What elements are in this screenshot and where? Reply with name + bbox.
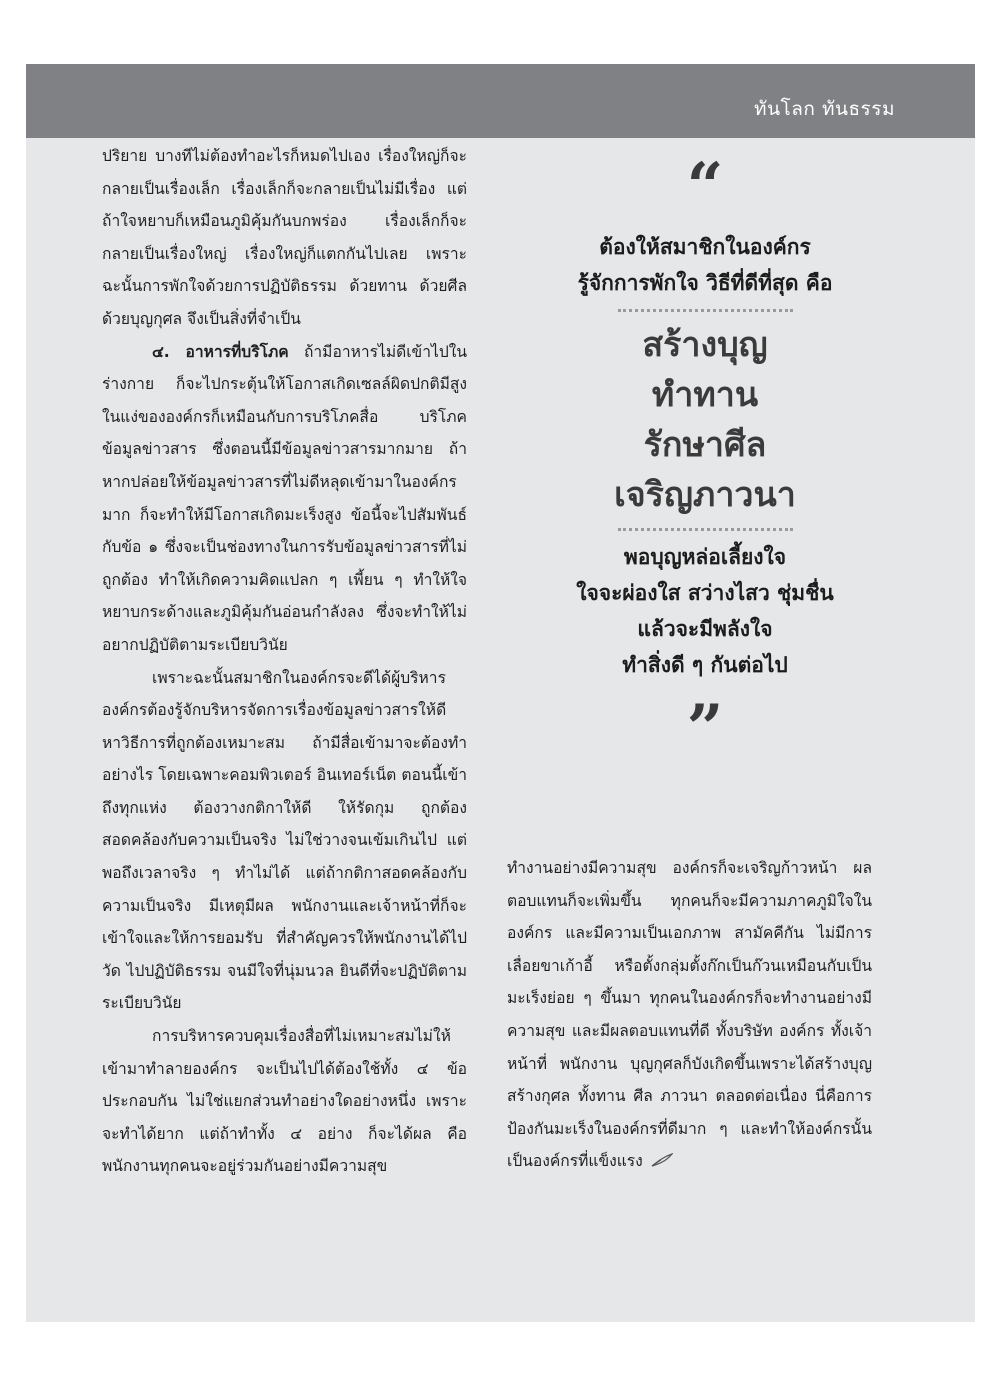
paragraph: การบริหารควบคุมเรื่องสื่อที่ไม่เหมาะสมไม่ให้เข้ามาทำลายองค์กร จะเป็นไปได้ต้องใช้ทั้ง ๔ ข้อประกอบกัน ไม่ใช่แยกส่วนทำอย่างใดอย่างหนึ่ง เพราะจะทำได้ยาก แต่ถ้าทำทั้ง ๔ อย่าง ก็จะได้ผล คือ พนักงานทุกคนจะอยู่ร่วมกันอย่างมีความสุข [102, 1027, 467, 1176]
paragraph: ปริยาย บางทีไม่ต้องทำอะไรก็หมดไปเอง เรื่องใหญ่ก็จะกลายเป็นเรื่องเล็ก เรื่องเล็กก็จะกลายเป็นไม่มีเรื่อง แต่ถ้าใจหยาบก็เหมือนภูมิคุ้มกันบกพร่อง เรื่องเล็กก็จะกลายเป็นเรื่องใหญ่ เรื่องใหญ่ก็แตกกันไปเลย เพราะฉะนั้นการพักใจด้วยการปฏิบัติธรรม ด้วยทาน ด้วยศีล ด้วยบุญกุศล จึงเป็นสิ่งที่จำเป็น [102, 147, 467, 328]
quote-big-line: สร้างบุญ [642, 325, 768, 365]
item-heading: ๔. อาหารที่บริโภค [152, 342, 289, 361]
paragraph [102, 336, 467, 662]
quote-intro-line: รู้จักการพักใจ วิธีที่ดีที่สุด คือ [577, 271, 833, 295]
dotted-divider [618, 528, 793, 531]
paragraph-text: ทำงานอย่างมีความสุข องค์กรก็จะเจริญก้าวหน้า ผลตอบแทนก็จะเพิ่มขึ้น ทุกคนก็จะมีความภาคภูมิใจในองค์กร และมีความเป็นเอกภาพ สามัคคีกัน ไม่มีการเลื่อยขาเก้าอี้ หรือตั้งกลุ่มตั้งก๊กเป็นก๊วนเหมือนกับเป็นมะเร็งย่อย ๆ ขึ้นมา ทุกคนในองค์กรก็จะทำงานอย่างมีความสุข และมีผลตอบแทนที่ดี ทั้งบริษัท องค์กร ทั้งเจ้าหน้าที่ พนักงาน บุญกุศลก็บังเกิดขึ้นเพราะได้สร้างบุญสร้างกุศล ทั้งทาน ศีล ภาวนา ตลอดต่อเนื่อง นี่คือการป้องกันมะเร็งในองค์กรที่ดีมาก ๆ และทำให้องค์กรนั้นเป็นองค์กรที่แข็งแรง [507, 859, 872, 1171]
paragraph: เพราะฉะนั้นสมาชิกในองค์กรจะดีได้ผู้บริหารองค์กรต้องรู้จักบริหารจัดการเรื่องข้อมูลข่าวสารให้ดี หาวิธีการที่ถูกต้องเหมาะสม ถ้ามีสื่อเข้ามาจะต้องทำอย่างไร โดยเฉพาะคอมพิวเตอร์ อินเทอร์เน็ต ตอนนี้เข้าถึงทุกแห่ง ต้องวางกติกาให้ดี ให้รัดกุม ถูกต้อง สอดคล้องกับความเป็นจริง ไม่ใช่วางจนเข้มเกินไป แต่พอถึงเวลาจริง ๆ ทำไม่ได้ แต่ถ้ากติกาสอดคล้องกับความเป็นจริง มีเหตุมีผล พนักงานและเจ้าหน้าที่ก็จะเข้าใจและให้การยอมรับ ที่สำคัญควรให้พนักงานได้ไปวัด ไปปฏิบัติธรรม จนมีใจที่นุ่มนวล ยินดีที่จะปฏิบัติตามระเบียบวินัย [102, 668, 467, 1013]
header-bar [26, 64, 975, 138]
quote-big-line: เจริญภาวนา [614, 475, 796, 515]
quote-outro-line: ทำสิ่งดี ๆ กันต่อไป [622, 653, 788, 677]
paragraph-text: ถ้ามีอาหารไม่ดีเข้าไปในร่างกาย ก็จะไปกระตุ้นให้โอกาสเกิดเซลล์ผิดปกติมีสูง ในแง่ขององค์กรก็เหมือนกับการบริโภคสื่อ บริโภคข้อมูลข่าวสาร ซึ่งตอนนี้มีข้อมูลข่าวสารมากมาย ถ้าหากปล่อยให้ข้อมูลข่าวสารที่ไม่ดีหลุดเข้ามาในองค์กรมาก ก็จะทำให้มีโอกาสเกิดมะเร็งสูง ข้อนี้จะไปสัมพันธ์กับข้อ ๑ ซึ่งจะเป็นช่องทางในการรับข้อมูลข่าวสารที่ไม่ถูกต้อง ทำให้เกิดความคิดแปลก ๆ เพี้ยน ๆ ทำให้ใจหยาบกระด้างและภูมิคุ้มกันอ่อนกำลังลง ซึ่งจะทำให้ไม่อยากปฏิบัติตามระเบียบวินัย [102, 342, 467, 654]
quote-outro-line: พอบุญหล่อเลี้ยงใจ [623, 545, 787, 569]
quote-intro-line: ต้องให้สมาชิกในองค์กร [599, 235, 811, 259]
close-quote-mark: ” [686, 691, 724, 766]
pull-quote [505, 149, 905, 766]
quote-big-line: รักษาศีล [643, 425, 767, 465]
right-column [507, 852, 872, 1178]
dotted-divider [618, 309, 793, 312]
quill-pen-icon [651, 1146, 673, 1179]
section-title: ทันโลก ทันธรรม [754, 98, 895, 120]
quote-outro-line: ใจจะผ่องใส สว่างไสว ชุ่มชื่น [576, 581, 834, 605]
paragraph [507, 852, 872, 1178]
quote-big-line: ทำทาน [651, 375, 759, 415]
quote-outro-line: แล้วจะมีพลังใจ [637, 617, 773, 641]
left-column [102, 140, 467, 1183]
open-quote-mark: “ [686, 149, 724, 224]
